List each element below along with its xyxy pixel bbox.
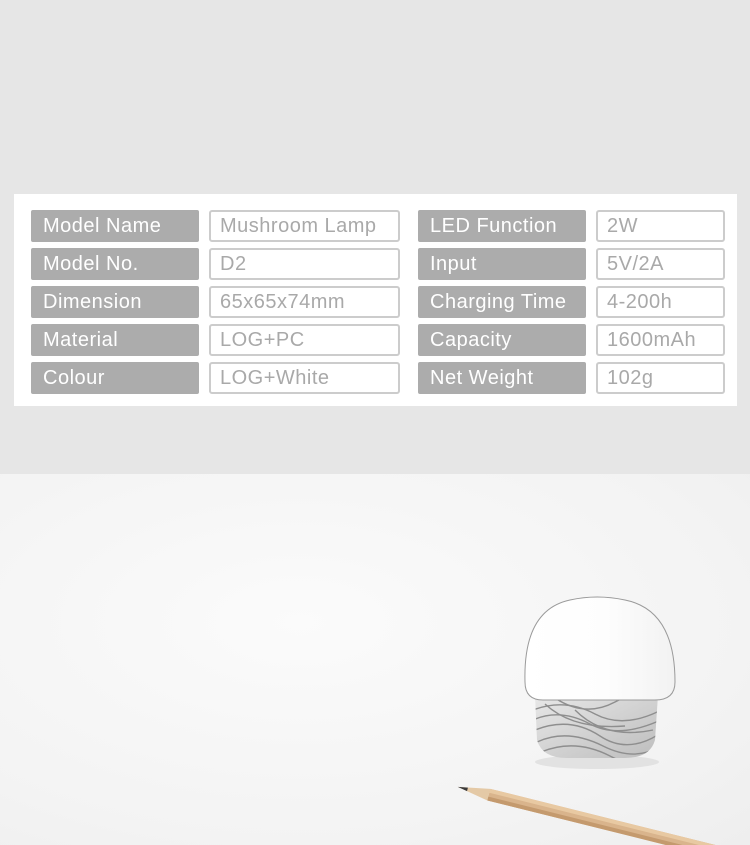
spec-row: [14, 286, 737, 318]
spec-label-net-weight: Net Weight: [418, 362, 586, 394]
spec-value-dimension: 65x65x74mm: [209, 286, 400, 318]
pencil-icon: [450, 775, 750, 845]
mushroom-lamp-icon: [515, 590, 695, 780]
spec-value-capacity: 1600mAh: [596, 324, 725, 356]
spec-row: [14, 210, 737, 242]
spec-label-material: Material: [31, 324, 199, 356]
spec-table: [14, 194, 737, 406]
spec-row: [14, 362, 737, 394]
spec-label-led-function: LED Function: [418, 210, 586, 242]
spec-label-input: Input: [418, 248, 586, 280]
spec-value-led-function: 2W: [596, 210, 725, 242]
spec-label-charging-time: Charging Time: [418, 286, 586, 318]
spec-value-input: 5V/2A: [596, 248, 725, 280]
spec-label-colour: Colour: [31, 362, 199, 394]
spec-label-model-name: Model Name: [31, 210, 199, 242]
spec-label-capacity: Capacity: [418, 324, 586, 356]
spec-value-charging-time: 4-200h: [596, 286, 725, 318]
spec-label-model-no: Model No.: [31, 248, 199, 280]
spec-value-model-no: D2: [209, 248, 400, 280]
spec-value-colour: LOG+White: [209, 362, 400, 394]
spec-row: [14, 248, 737, 280]
spec-value-material: LOG+PC: [209, 324, 400, 356]
spec-row: [14, 324, 737, 356]
spec-label-dimension: Dimension: [31, 286, 199, 318]
spec-value-model-name: Mushroom Lamp: [209, 210, 400, 242]
spec-value-net-weight: 102g: [596, 362, 725, 394]
